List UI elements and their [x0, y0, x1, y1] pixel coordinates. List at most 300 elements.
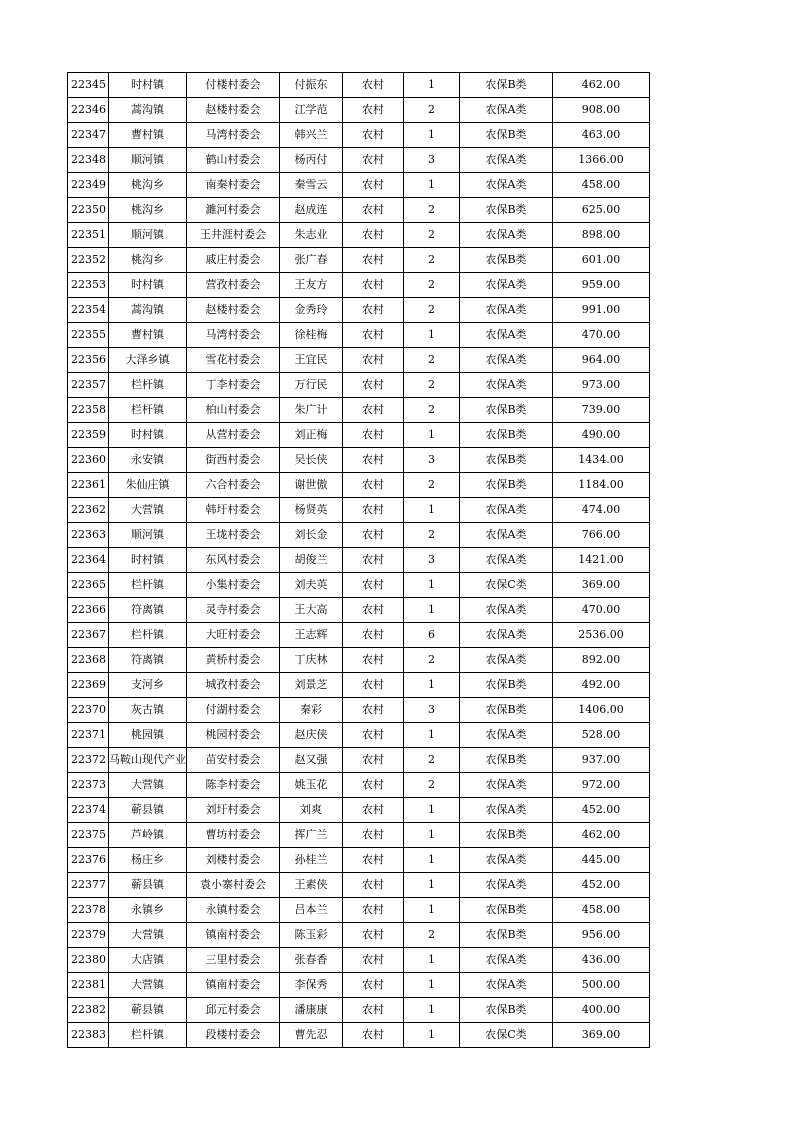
name-cell: 陈玉彩	[280, 923, 343, 948]
village-cell: 马湾村委会	[187, 323, 280, 348]
household-count-cell: 1	[404, 998, 460, 1023]
amount-cell: 964.00	[553, 348, 650, 373]
town-cell: 马鞍山现代产业	[109, 748, 187, 773]
row-id-cell: 22357	[68, 373, 109, 398]
insurance-category-cell: 农保A类	[460, 323, 553, 348]
table-row	[68, 873, 650, 898]
table-row	[68, 273, 650, 298]
area-type-cell: 农村	[343, 73, 404, 98]
name-cell: 朱广计	[280, 398, 343, 423]
household-count-cell: 1	[404, 673, 460, 698]
town-cell: 栏杆镇	[109, 573, 187, 598]
insurance-category-cell: 农保B类	[460, 248, 553, 273]
insurance-category-cell: 农保B类	[460, 398, 553, 423]
row-id-cell: 22346	[68, 98, 109, 123]
row-id-cell: 22352	[68, 248, 109, 273]
amount-cell: 452.00	[553, 798, 650, 823]
row-id-cell: 22355	[68, 323, 109, 348]
area-type-cell: 农村	[343, 198, 404, 223]
area-type-cell: 农村	[343, 923, 404, 948]
amount-cell: 445.00	[553, 848, 650, 873]
row-id-cell: 22363	[68, 523, 109, 548]
household-count-cell: 1	[404, 823, 460, 848]
table-row	[68, 198, 650, 223]
insurance-category-cell: 农保A类	[460, 498, 553, 523]
amount-cell: 500.00	[553, 973, 650, 998]
insurance-category-cell: 农保A类	[460, 798, 553, 823]
area-type-cell: 农村	[343, 898, 404, 923]
name-cell: 赵成连	[280, 198, 343, 223]
table-row	[68, 248, 650, 273]
amount-cell: 1366.00	[553, 148, 650, 173]
table-row	[68, 498, 650, 523]
household-count-cell: 1	[404, 498, 460, 523]
name-cell: 王宜民	[280, 348, 343, 373]
name-cell: 刘夫英	[280, 573, 343, 598]
name-cell: 万行民	[280, 373, 343, 398]
household-count-cell: 6	[404, 623, 460, 648]
town-cell: 顺河镇	[109, 223, 187, 248]
household-count-cell: 1	[404, 123, 460, 148]
table-row	[68, 948, 650, 973]
town-cell: 支河乡	[109, 673, 187, 698]
village-cell: 柏山村委会	[187, 398, 280, 423]
table-row	[68, 723, 650, 748]
amount-cell: 470.00	[553, 598, 650, 623]
village-cell: 韩圩村委会	[187, 498, 280, 523]
village-cell: 濉河村委会	[187, 198, 280, 223]
household-count-cell: 1	[404, 423, 460, 448]
row-id-cell: 22378	[68, 898, 109, 923]
row-id-cell: 22349	[68, 173, 109, 198]
amount-cell: 528.00	[553, 723, 650, 748]
table-row	[68, 748, 650, 773]
household-count-cell: 3	[404, 448, 460, 473]
table-row	[68, 1023, 650, 1048]
area-type-cell: 农村	[343, 723, 404, 748]
row-id-cell: 22377	[68, 873, 109, 898]
village-cell: 赵楼村委会	[187, 298, 280, 323]
row-id-cell: 22347	[68, 123, 109, 148]
area-type-cell: 农村	[343, 848, 404, 873]
name-cell: 王大高	[280, 598, 343, 623]
town-cell: 大泽乡镇	[109, 348, 187, 373]
village-cell: 从营村委会	[187, 423, 280, 448]
amount-cell: 972.00	[553, 773, 650, 798]
insurance-category-cell: 农保A类	[460, 873, 553, 898]
household-count-cell: 1	[404, 573, 460, 598]
village-cell: 六合村委会	[187, 473, 280, 498]
area-type-cell: 农村	[343, 1023, 404, 1048]
area-type-cell: 农村	[343, 448, 404, 473]
table-row	[68, 423, 650, 448]
area-type-cell: 农村	[343, 298, 404, 323]
area-type-cell: 农村	[343, 173, 404, 198]
town-cell: 栏杆镇	[109, 398, 187, 423]
row-id-cell: 22364	[68, 548, 109, 573]
beneficiary-table	[67, 72, 650, 1048]
row-id-cell: 22356	[68, 348, 109, 373]
insurance-category-cell: 农保A类	[460, 623, 553, 648]
village-cell: 三里村委会	[187, 948, 280, 973]
area-type-cell: 农村	[343, 573, 404, 598]
insurance-category-cell: 农保A类	[460, 948, 553, 973]
row-id-cell: 22365	[68, 573, 109, 598]
name-cell: 朱志业	[280, 223, 343, 248]
household-count-cell: 2	[404, 223, 460, 248]
table-row	[68, 173, 650, 198]
town-cell: 蒿沟镇	[109, 298, 187, 323]
town-cell: 永安镇	[109, 448, 187, 473]
town-cell: 曹村镇	[109, 123, 187, 148]
village-cell: 镇南村委会	[187, 973, 280, 998]
amount-cell: 458.00	[553, 173, 650, 198]
insurance-category-cell: 农保A类	[460, 848, 553, 873]
town-cell: 栏杆镇	[109, 1023, 187, 1048]
name-cell: 吕本兰	[280, 898, 343, 923]
village-cell: 段楼村委会	[187, 1023, 280, 1048]
area-type-cell: 农村	[343, 698, 404, 723]
amount-cell: 892.00	[553, 648, 650, 673]
name-cell: 李保秀	[280, 973, 343, 998]
town-cell: 桃沟乡	[109, 248, 187, 273]
village-cell: 雪花村委会	[187, 348, 280, 373]
amount-cell: 452.00	[553, 873, 650, 898]
village-cell: 赵楼村委会	[187, 98, 280, 123]
row-id-cell: 22350	[68, 198, 109, 223]
table-row	[68, 898, 650, 923]
amount-cell: 1406.00	[553, 698, 650, 723]
town-cell: 灰古镇	[109, 698, 187, 723]
insurance-category-cell: 农保A类	[460, 773, 553, 798]
amount-cell: 436.00	[553, 948, 650, 973]
amount-cell: 458.00	[553, 898, 650, 923]
insurance-category-cell: 农保A类	[460, 973, 553, 998]
area-type-cell: 农村	[343, 148, 404, 173]
village-cell: 东风村委会	[187, 548, 280, 573]
insurance-category-cell: 农保B类	[460, 823, 553, 848]
household-count-cell: 2	[404, 523, 460, 548]
area-type-cell: 农村	[343, 548, 404, 573]
village-cell: 镇南村委会	[187, 923, 280, 948]
village-cell: 黄桥村委会	[187, 648, 280, 673]
village-cell: 城孜村委会	[187, 673, 280, 698]
village-cell: 南秦村委会	[187, 173, 280, 198]
household-count-cell: 2	[404, 98, 460, 123]
table-row	[68, 648, 650, 673]
town-cell: 栏杆镇	[109, 373, 187, 398]
town-cell: 大营镇	[109, 773, 187, 798]
insurance-category-cell: 农保B类	[460, 923, 553, 948]
table-row	[68, 348, 650, 373]
town-cell: 符离镇	[109, 598, 187, 623]
household-count-cell: 3	[404, 698, 460, 723]
insurance-category-cell: 农保A类	[460, 548, 553, 573]
table-row	[68, 598, 650, 623]
household-count-cell: 1	[404, 598, 460, 623]
insurance-category-cell: 农保B类	[460, 198, 553, 223]
household-count-cell: 1	[404, 848, 460, 873]
amount-cell: 956.00	[553, 923, 650, 948]
row-id-cell: 22383	[68, 1023, 109, 1048]
name-cell: 张广春	[280, 248, 343, 273]
amount-cell: 369.00	[553, 1023, 650, 1048]
town-cell: 顺河镇	[109, 523, 187, 548]
insurance-category-cell: 农保A类	[460, 298, 553, 323]
town-cell: 时村镇	[109, 73, 187, 98]
area-type-cell: 农村	[343, 423, 404, 448]
area-type-cell: 农村	[343, 773, 404, 798]
household-count-cell: 2	[404, 473, 460, 498]
town-cell: 时村镇	[109, 423, 187, 448]
household-count-cell: 1	[404, 173, 460, 198]
table-row	[68, 973, 650, 998]
village-cell: 苗安村委会	[187, 748, 280, 773]
row-id-cell: 22379	[68, 923, 109, 948]
town-cell: 芦岭镇	[109, 823, 187, 848]
name-cell: 付振东	[280, 73, 343, 98]
insurance-category-cell: 农保B类	[460, 448, 553, 473]
household-count-cell: 1	[404, 873, 460, 898]
area-type-cell: 农村	[343, 598, 404, 623]
row-id-cell: 22359	[68, 423, 109, 448]
name-cell: 刘爽	[280, 798, 343, 823]
household-count-cell: 1	[404, 1023, 460, 1048]
name-cell: 秦彩	[280, 698, 343, 723]
amount-cell: 1434.00	[553, 448, 650, 473]
insurance-category-cell: 农保B类	[460, 898, 553, 923]
amount-cell: 937.00	[553, 748, 650, 773]
town-cell: 大营镇	[109, 973, 187, 998]
row-id-cell: 22351	[68, 223, 109, 248]
name-cell: 胡俊兰	[280, 548, 343, 573]
insurance-category-cell: 农保A类	[460, 223, 553, 248]
row-id-cell: 22370	[68, 698, 109, 723]
area-type-cell: 农村	[343, 823, 404, 848]
amount-cell: 625.00	[553, 198, 650, 223]
household-count-cell: 2	[404, 298, 460, 323]
area-type-cell: 农村	[343, 348, 404, 373]
village-cell: 付湖村委会	[187, 698, 280, 723]
table-row	[68, 323, 650, 348]
town-cell: 蒿沟镇	[109, 98, 187, 123]
row-id-cell: 22353	[68, 273, 109, 298]
household-count-cell: 2	[404, 748, 460, 773]
insurance-category-cell: 农保C类	[460, 573, 553, 598]
name-cell: 韩兴兰	[280, 123, 343, 148]
village-cell: 刘楼村委会	[187, 848, 280, 873]
row-id-cell: 22345	[68, 73, 109, 98]
insurance-category-cell: 农保B类	[460, 998, 553, 1023]
row-id-cell: 22360	[68, 448, 109, 473]
town-cell: 曹村镇	[109, 323, 187, 348]
row-id-cell: 22361	[68, 473, 109, 498]
household-count-cell: 3	[404, 548, 460, 573]
amount-cell: 908.00	[553, 98, 650, 123]
household-count-cell: 3	[404, 148, 460, 173]
amount-cell: 739.00	[553, 398, 650, 423]
village-cell: 曹坊村委会	[187, 823, 280, 848]
household-count-cell: 1	[404, 798, 460, 823]
area-type-cell: 农村	[343, 648, 404, 673]
table-row	[68, 548, 650, 573]
amount-cell: 991.00	[553, 298, 650, 323]
area-type-cell: 农村	[343, 748, 404, 773]
insurance-category-cell: 农保A类	[460, 598, 553, 623]
row-id-cell: 22354	[68, 298, 109, 323]
area-type-cell: 农村	[343, 798, 404, 823]
amount-cell: 470.00	[553, 323, 650, 348]
table-row	[68, 573, 650, 598]
household-count-cell: 2	[404, 348, 460, 373]
area-type-cell: 农村	[343, 523, 404, 548]
row-id-cell: 22371	[68, 723, 109, 748]
area-type-cell: 农村	[343, 873, 404, 898]
town-cell: 蕲县镇	[109, 873, 187, 898]
town-cell: 蕲县镇	[109, 998, 187, 1023]
village-cell: 陈李村委会	[187, 773, 280, 798]
name-cell: 潘康康	[280, 998, 343, 1023]
name-cell: 谢世傲	[280, 473, 343, 498]
village-cell: 付楼村委会	[187, 73, 280, 98]
insurance-category-cell: 农保B类	[460, 698, 553, 723]
area-type-cell: 农村	[343, 473, 404, 498]
name-cell: 姚玉花	[280, 773, 343, 798]
village-cell: 丁李村委会	[187, 373, 280, 398]
insurance-category-cell: 农保A类	[460, 173, 553, 198]
village-cell: 邱元村委会	[187, 998, 280, 1023]
name-cell: 刘景芝	[280, 673, 343, 698]
row-id-cell: 22376	[68, 848, 109, 873]
amount-cell: 490.00	[553, 423, 650, 448]
household-count-cell: 2	[404, 923, 460, 948]
insurance-category-cell: 农保B类	[460, 473, 553, 498]
village-cell: 王井涯村委会	[187, 223, 280, 248]
table-row	[68, 373, 650, 398]
table-row	[68, 223, 650, 248]
household-count-cell: 1	[404, 723, 460, 748]
town-cell: 桃沟乡	[109, 198, 187, 223]
table-row	[68, 123, 650, 148]
amount-cell: 474.00	[553, 498, 650, 523]
row-id-cell: 22348	[68, 148, 109, 173]
row-id-cell: 22375	[68, 823, 109, 848]
household-count-cell: 2	[404, 198, 460, 223]
household-count-cell: 1	[404, 323, 460, 348]
insurance-category-cell: 农保B类	[460, 123, 553, 148]
row-id-cell: 22382	[68, 998, 109, 1023]
village-cell: 桃园村委会	[187, 723, 280, 748]
table-row	[68, 773, 650, 798]
area-type-cell: 农村	[343, 123, 404, 148]
town-cell: 大店镇	[109, 948, 187, 973]
row-id-cell: 22362	[68, 498, 109, 523]
table-row	[68, 623, 650, 648]
table-row	[68, 998, 650, 1023]
area-type-cell: 农村	[343, 398, 404, 423]
insurance-category-cell: 农保C类	[460, 1023, 553, 1048]
town-cell: 时村镇	[109, 548, 187, 573]
name-cell: 杨贤英	[280, 498, 343, 523]
table-row	[68, 473, 650, 498]
insurance-category-cell: 农保A类	[460, 98, 553, 123]
town-cell: 杨庄乡	[109, 848, 187, 873]
area-type-cell: 农村	[343, 998, 404, 1023]
name-cell: 赵庆侠	[280, 723, 343, 748]
amount-cell: 492.00	[553, 673, 650, 698]
insurance-category-cell: 农保A类	[460, 373, 553, 398]
household-count-cell: 2	[404, 773, 460, 798]
table-row	[68, 698, 650, 723]
table-row	[68, 398, 650, 423]
village-cell: 王垅村委会	[187, 523, 280, 548]
name-cell: 徐桂梅	[280, 323, 343, 348]
table-row	[68, 848, 650, 873]
amount-cell: 973.00	[553, 373, 650, 398]
household-count-cell: 2	[404, 648, 460, 673]
amount-cell: 898.00	[553, 223, 650, 248]
amount-cell: 2536.00	[553, 623, 650, 648]
table-row	[68, 673, 650, 698]
name-cell: 孙桂兰	[280, 848, 343, 873]
row-id-cell: 22372	[68, 748, 109, 773]
name-cell: 秦雪云	[280, 173, 343, 198]
town-cell: 时村镇	[109, 273, 187, 298]
amount-cell: 1184.00	[553, 473, 650, 498]
name-cell: 江学范	[280, 98, 343, 123]
household-count-cell: 1	[404, 948, 460, 973]
table-row	[68, 148, 650, 173]
town-cell: 顺河镇	[109, 148, 187, 173]
town-cell: 桃园镇	[109, 723, 187, 748]
table-row	[68, 923, 650, 948]
name-cell: 吴长侠	[280, 448, 343, 473]
insurance-category-cell: 农保A类	[460, 523, 553, 548]
area-type-cell: 农村	[343, 248, 404, 273]
name-cell: 刘长金	[280, 523, 343, 548]
village-cell: 刘圩村委会	[187, 798, 280, 823]
village-cell: 大旺村委会	[187, 623, 280, 648]
household-count-cell: 1	[404, 73, 460, 98]
insurance-category-cell: 农保A类	[460, 148, 553, 173]
row-id-cell: 22368	[68, 648, 109, 673]
name-cell: 刘正梅	[280, 423, 343, 448]
village-cell: 鹤山村委会	[187, 148, 280, 173]
table-row	[68, 823, 650, 848]
household-count-cell: 2	[404, 248, 460, 273]
town-cell: 朱仙庄镇	[109, 473, 187, 498]
town-cell: 大营镇	[109, 498, 187, 523]
household-count-cell: 1	[404, 898, 460, 923]
village-cell: 营孜村委会	[187, 273, 280, 298]
area-type-cell: 农村	[343, 973, 404, 998]
name-cell: 曹先忍	[280, 1023, 343, 1048]
insurance-category-cell: 农保A类	[460, 273, 553, 298]
amount-cell: 463.00	[553, 123, 650, 148]
area-type-cell: 农村	[343, 623, 404, 648]
insurance-category-cell: 农保B类	[460, 748, 553, 773]
area-type-cell: 农村	[343, 673, 404, 698]
village-cell: 永镇村委会	[187, 898, 280, 923]
village-cell: 袁小寨村委会	[187, 873, 280, 898]
table-body	[68, 73, 650, 1048]
table-row	[68, 98, 650, 123]
village-cell: 灵寺村委会	[187, 598, 280, 623]
name-cell: 张春香	[280, 948, 343, 973]
amount-cell: 959.00	[553, 273, 650, 298]
insurance-category-cell: 农保A类	[460, 648, 553, 673]
town-cell: 蕲县镇	[109, 798, 187, 823]
